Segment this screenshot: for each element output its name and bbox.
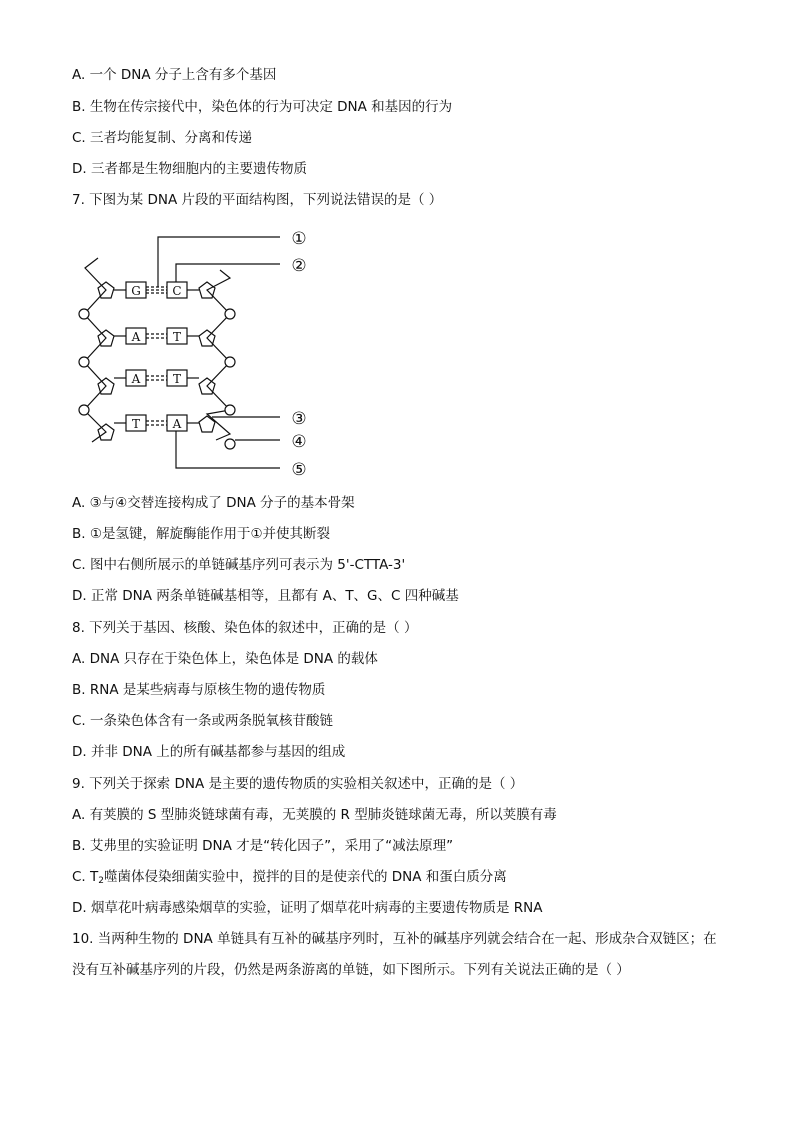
line-6b: B. 生物在传宗接代中，染色体的行为可决定 DNA 和基因的行为 (72, 99, 453, 115)
line-7a: A. ③与④交替连接构成了 DNA 分子的基本骨架 (72, 495, 355, 511)
label-1: ① (291, 229, 307, 249)
line-9a: A. 有荚膜的 S 型肺炎链球菌有毒，无荚膜的 R 型肺炎链球菌无毒，所以荚膜有毒 (72, 807, 557, 823)
line-6c: C. 三者均能复制、分离和传递 (72, 130, 253, 146)
line-9b: B. 艾弗里的实验证明 DNA 才是“转化因子”，采用了“减法原理” (72, 838, 454, 854)
question-8: 8. 下列关于基因、核酸、染色体的叙述中，正确的是（ ） (72, 620, 418, 636)
line-6a: A. 一个 DNA 分子上含有多个基因 (72, 67, 277, 83)
line-8c: C. 一条染色体含有一条或两条脱氧核苷酸链 (72, 713, 334, 729)
label-5: ⑤ (291, 460, 307, 480)
base-left-1: G (131, 284, 141, 298)
base-left-3: A (131, 372, 141, 386)
base-right-2: T (172, 330, 182, 344)
base-right-4: A (172, 417, 182, 431)
label-4: ④ (291, 432, 307, 452)
question-9: 9. 下列关于探索 DNA 是主要的遗传物质的实验相关叙述中，正确的是（ ） (72, 776, 524, 792)
line-8d: D. 并非 DNA 上的所有碱基都参与基因的组成 (72, 744, 346, 760)
question-7: 7. 下图为某 DNA 片段的平面结构图，下列说法错误的是（ ） (72, 192, 443, 208)
line-7d: D. 正常 DNA 两条单链碱基相等，且都有 A、T、G、C 四种碱基 (72, 588, 459, 604)
base-right-1: C (172, 284, 182, 298)
line-9c (72, 868, 507, 890)
base-left-4: T (131, 417, 141, 431)
line-9d: D. 烟草花叶病毒感染烟草的实验，证明了烟草花叶病毒的主要遗传物质是 RNA (72, 900, 543, 916)
line-6d: D. 三者都是生物细胞内的主要遗传物质 (72, 161, 307, 177)
line-8a: A. DNA 只存在于染色体上，染色体是 DNA 的载体 (72, 651, 378, 667)
line-9c-prefix: C. T (72, 869, 99, 885)
line-9c-rest: 噬菌体侵染细菌实验中，搅拌的目的是使亲代的 DNA 和蛋白质分离 (104, 869, 507, 885)
line-8b: B. RNA 是某些病毒与原核生物的遗传物质 (72, 682, 326, 698)
label-2: ② (291, 256, 307, 276)
line-7c: C. 图中右侧所展示的单链碱基序列可表示为 5'-CTTA-3' (72, 557, 406, 573)
line-7b: B. ①是氢键，解旋酶能作用于①并使其断裂 (72, 526, 331, 542)
label-3: ③ (291, 409, 307, 429)
base-left-2: A (131, 330, 141, 344)
dna-structure-diagram (70, 222, 320, 484)
line-9c-subscript: 2 (98, 876, 104, 886)
question-10: 10. 当两种生物的 DNA 单链具有互补的碱基序列时，互补的碱基序列就会结合在一起、形成杂合双链区；在没有互补碱基序列的片段，仍然是两条游离的单链，如下图所示。下列有关说法正确的是（ ） (72, 931, 717, 978)
base-right-3: T (172, 372, 182, 386)
